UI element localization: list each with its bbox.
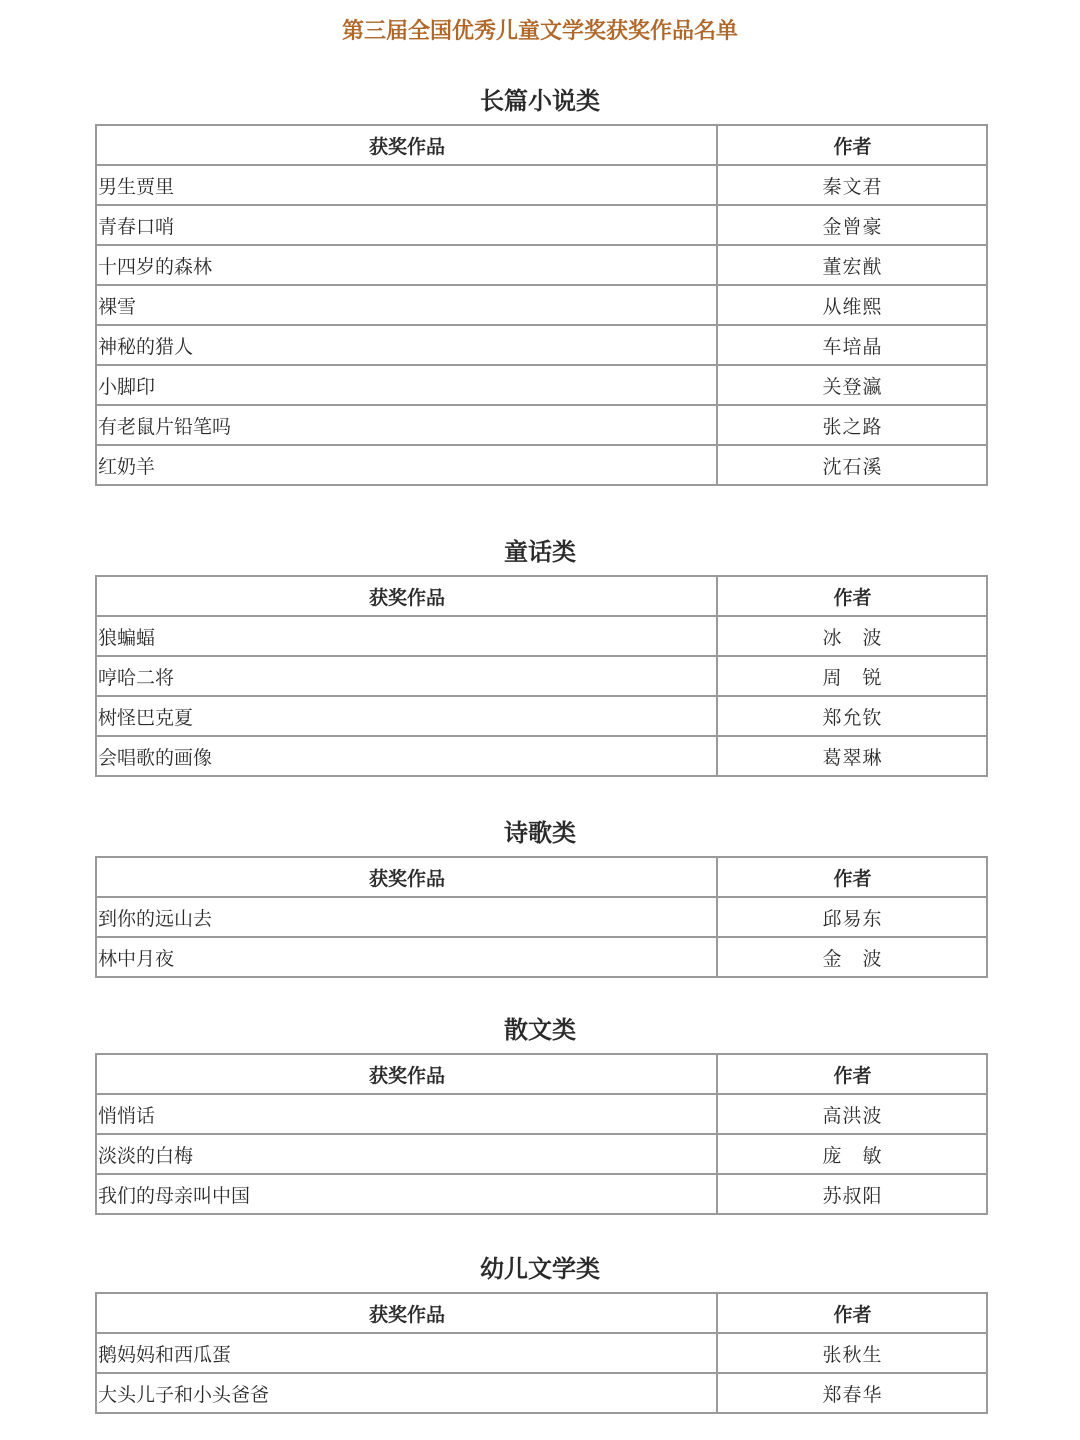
author-name: 周 锐 [717,656,987,696]
table-row [96,405,987,445]
table-row [96,285,987,325]
table-row [96,365,987,405]
table-row [96,445,987,485]
section-heading: 长篇小说类 [480,87,600,115]
column-header-work: 获奖作品 [96,576,717,616]
work-title: 到你的远山去 [96,897,717,937]
author-name: 秦文君 [717,165,987,205]
column-header-author: 作者 [717,1293,987,1333]
section-heading: 散文类 [504,1016,576,1044]
author-name: 车培晶 [717,325,987,365]
award-table [95,1292,988,1414]
work-title: 林中月夜 [96,937,717,977]
column-header-work: 获奖作品 [96,1054,717,1094]
author-name: 金 波 [717,937,987,977]
work-title: 哼哈二将 [96,656,717,696]
work-title: 十四岁的森林 [96,245,717,285]
section-prose [0,1007,1080,1215]
work-title: 男生贾里 [96,165,717,205]
table-row [96,656,987,696]
award-table [95,1053,988,1215]
work-title: 淡淡的白梅 [96,1134,717,1174]
author-name: 苏叔阳 [717,1174,987,1214]
table-header-row [96,576,987,616]
work-title: 有老鼠片铅笔吗 [96,405,717,445]
work-title: 神秘的猎人 [96,325,717,365]
table-row [96,736,987,776]
author-name: 从维熙 [717,285,987,325]
column-header-work: 获奖作品 [96,125,717,165]
work-title: 悄悄话 [96,1094,717,1134]
section-heading: 童话类 [504,538,576,566]
table-row [96,696,987,736]
column-header-author: 作者 [717,576,987,616]
author-name: 沈石溪 [717,445,987,485]
work-title: 我们的母亲叫中国 [96,1174,717,1214]
work-title: 鹅妈妈和西瓜蛋 [96,1333,717,1373]
work-title: 裸雪 [96,285,717,325]
table-header-row [96,1054,987,1094]
column-header-author: 作者 [717,857,987,897]
work-title: 青春口哨 [96,205,717,245]
table-row [96,205,987,245]
table-row [96,1333,987,1373]
author-name: 张之路 [717,405,987,445]
author-name: 冰 波 [717,616,987,656]
section-novel [0,78,1080,486]
author-name: 葛翠琳 [717,736,987,776]
table-header-row [96,125,987,165]
table-header-row [96,1293,987,1333]
author-name: 郑允钦 [717,696,987,736]
document-title: 第三届全国优秀儿童文学奖获奖作品名单 [341,19,738,44]
section-children-literature [0,1246,1080,1414]
author-name: 金曾豪 [717,205,987,245]
work-title: 狼蝙蝠 [96,616,717,656]
author-name: 关登瀛 [717,365,987,405]
work-title: 红奶羊 [96,445,717,485]
table-row [96,937,987,977]
work-title: 大头儿子和小头爸爸 [96,1373,717,1413]
table-row [96,325,987,365]
section-heading: 诗歌类 [504,819,576,847]
column-header-work: 获奖作品 [96,857,717,897]
table-row [96,1094,987,1134]
table-row [96,165,987,205]
author-name: 邱易东 [717,897,987,937]
section-poetry [0,810,1080,978]
work-title: 小脚印 [96,365,717,405]
table-row [96,245,987,285]
author-name: 董宏猷 [717,245,987,285]
column-header-author: 作者 [717,1054,987,1094]
author-name: 高洪波 [717,1094,987,1134]
award-table [95,856,988,978]
work-title: 会唱歌的画像 [96,736,717,776]
section-fairy-tale [0,529,1080,777]
work-title: 树怪巴克夏 [96,696,717,736]
award-table [95,575,988,777]
table-row [96,1373,987,1413]
column-header-work: 获奖作品 [96,1293,717,1333]
author-name: 郑春华 [717,1373,987,1413]
table-header-row [96,857,987,897]
section-heading: 幼儿文学类 [480,1255,600,1283]
author-name: 张秋生 [717,1333,987,1373]
table-row [96,897,987,937]
table-row [96,1134,987,1174]
column-header-author: 作者 [717,125,987,165]
table-row [96,616,987,656]
award-table [95,124,988,486]
table-row [96,1174,987,1214]
author-name: 庞 敏 [717,1134,987,1174]
